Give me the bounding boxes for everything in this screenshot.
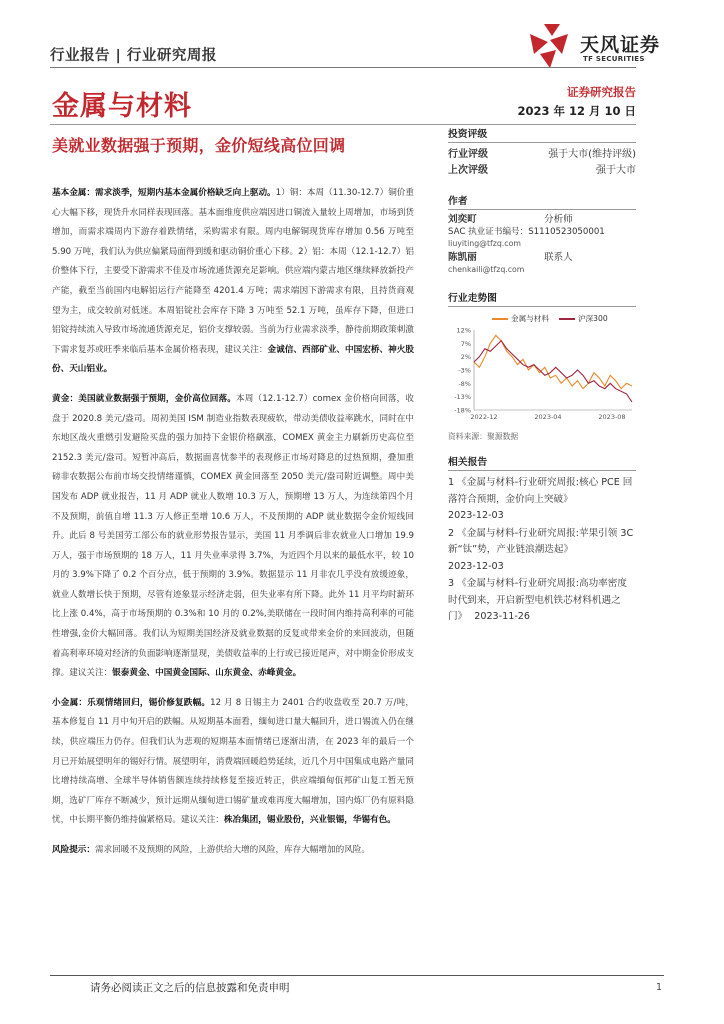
author-email[interactable]: chenkaili@tfzq.com	[448, 265, 525, 274]
page-number: 1	[656, 982, 663, 993]
y-tick-label: -8%	[458, 379, 471, 388]
industry-rating-label: 行业评级	[448, 149, 488, 160]
y-tick-label: -13%	[454, 393, 471, 402]
author-heading: 作者	[448, 193, 636, 210]
paragraph-gold	[52, 390, 414, 684]
related-date: 2023-11-26	[474, 611, 531, 622]
series-line	[474, 335, 632, 388]
main-body	[52, 184, 414, 871]
para-lead: 黄金：美国就业数据强于预期，金价高位回落。	[52, 393, 236, 404]
y-tick-label: 2%	[460, 353, 471, 362]
title-divider	[50, 124, 636, 125]
author-name: 陈凯丽	[448, 252, 477, 263]
para-text: 1）铜：本周（11.30-12.7）铜价重心大幅下移，现货升水同样表现回落。基本面维度供应端因进口铜流入量较上周增加，市场到货增加，而需求端周内下游存着跌情绪，采购需求有限。周内电解铜现货库存增加 0.56 万吨至 5.90 万吨，我们认为供应偏紧局面得到缓和驱动铜价重心下移。2）铝：本周（12.1-12.7）铝价整体下行，主要受下游需求不佳及市场流通货源充足影响。供应端内蒙古地区继续释放新投产产能，截至当前国内电解铝运行产能降至 4201.4 万吨；需求端因下游需求有限，且持货商观望为主，成交较前对低迷。本周铝锭社会库存下降 3 万吨至 52.1 万吨，虽库存下降，但进口铝锭持续流入导致市场流通货源充足，铝价支撑较弱。当前为行业需求淡季，静待前期政策刺激下需求复苏或旺季来临后基本金属价格表现，建议关注：	[52, 188, 414, 355]
paragraph-risk	[52, 841, 414, 861]
author-role: 联系人	[544, 252, 573, 263]
chart-source: 资料来源：聚源数据	[448, 432, 519, 441]
x-tick-label: 2023-08	[598, 413, 626, 421]
y-tick-label: 7%	[460, 339, 471, 348]
footer-divider	[50, 975, 664, 976]
legend-item	[559, 313, 608, 324]
related-report[interactable]	[448, 576, 636, 626]
chart-legend	[492, 313, 636, 324]
related-date: 2023-12-03	[448, 560, 504, 572]
author-email[interactable]: liuyiting@tfzq.com	[448, 239, 521, 248]
para-lead: 小金属：乐观情绪回归，锡价修复跌幅。	[52, 697, 211, 708]
related-report[interactable]	[448, 526, 636, 576]
related-title: 1 《金属与材料-行业研究周报:核心 PCE 回落符合预期，金价向上突破》	[448, 477, 633, 505]
paragraph-minor-metals	[52, 694, 414, 831]
related-date: 2023-12-03	[448, 510, 504, 521]
paragraph-base-metals	[52, 184, 414, 380]
para-text: 12 月 8 日锡主力 2401 合约收盘收至 20.7 万/吨，基本修复自 11 月中旬开启的跌幅。从短期基本面看，缅甸进口量大幅回升，进口锡流入仍在继续，供应端压力仍存。但我们认为悲观的短期基本面情绪已逐渐出清，在 2023 年的最后一个月已开始展望明年的锡好行情。展望明年，消费端回暖趋势延续，近几个月中国集成电路产量同比增持续高增、全球半导体销售额连续持续修复至接近转正，供应端缅甸佤邦矿山复工暂无预期，选矿厂库存不断减少，预计远期从缅甸进口锡矿量或难再度大幅增加，国内炼厂仍有原料隐忧，中长期平衡仍维持偏紧格局。建议关注：	[52, 697, 414, 826]
report-headline: 美就业数据强于预期，金价短线高位回调	[52, 136, 346, 155]
legend-label: 金属与材料	[511, 314, 549, 323]
para-lead: 基本金属：需求淡季，短期内基本金属价格缺乏向上驱动。	[52, 188, 276, 198]
para-tickers: 金诚信、西部矿业、中国宏桥、神火股份、天山铝业。	[52, 344, 414, 375]
author-2	[448, 252, 636, 276]
industry-rating-row	[448, 147, 636, 163]
page-title: 金属与材料	[52, 91, 192, 122]
para-tickers: 银泰黄金、中国黄金国际、山东黄金、赤峰黄金。	[112, 668, 302, 679]
rating-heading: 投资评级	[448, 126, 636, 143]
logo-name: 天风证券	[580, 34, 661, 56]
prev-rating-label: 上次评级	[448, 165, 488, 176]
para-text: 需求回暖不及预期的风险，上游供给大增的风险，库存大幅增加的风险。	[94, 845, 370, 855]
legend-label: 沪深300	[577, 314, 608, 323]
trend-heading: 行业走势图	[448, 290, 636, 307]
related-title: 3 《金属与材料-行业研究周报:高功率密度时代到来，开启新型电机铁芯材料机遇之门》	[448, 578, 627, 622]
report-category: 行业报告 | 行业研究周报	[50, 48, 217, 64]
prev-rating-value: 强于大市	[596, 165, 636, 176]
author-role: 分析师	[544, 214, 573, 225]
related-title: 2 《金属与材料-行业研究周报:苹果引领 3C 新“钛”势，产业链浪潮迭起》	[448, 527, 634, 555]
para-tickers: 株冶集团，锡业股份，兴业银锡，华锡有色。	[223, 815, 396, 826]
industry-rating-value: 强于大市(维持评级)	[548, 149, 636, 160]
y-tick-label: 12%	[456, 326, 471, 335]
related-heading: 相关报告	[448, 454, 636, 471]
para-lead: 风险提示：	[52, 845, 95, 855]
sidebar	[448, 126, 636, 627]
series-line	[474, 341, 632, 402]
x-tick-label: 2022-12	[470, 413, 498, 421]
author-sac: SAC 执业证书编号：S1110523050001	[448, 227, 605, 237]
related-report[interactable]	[448, 475, 636, 525]
trend-chart	[448, 326, 636, 426]
y-tick-label: -3%	[458, 366, 471, 375]
report-type: 证券研究报告	[567, 85, 636, 99]
footer-disclaimer: 请务必阅读正文之后的信息披露和免责申明	[90, 982, 290, 994]
author-1	[448, 214, 636, 250]
report-date: 2023 年 12 月 10 日	[517, 104, 636, 118]
logo-en: TF SECURITIES	[583, 55, 645, 63]
legend-item	[492, 313, 549, 324]
author-name: 刘奕町	[448, 214, 477, 225]
x-tick-label: 2023-04	[534, 413, 562, 421]
prev-rating-row	[448, 163, 636, 179]
para-text: 本周（12.1-12.7）comex 金价格向回落，收盘于 2020.8 美元/盎司。周初美国 ISM 制造业指数表现疲软，带动美债收益率跳水，同时在中东地区战火重燃引发避险买盘的强力加持下金银价格飙涨，COMEX 黄金主力刷新历史高位至 2152.3 美元/盎司。短暂冲高后，数据面喜忧参半的表现修正市场对降息的过热预期，叠加重磅非农数据公布前市场交投情绪谨慎，COMEX 黄金回落至 2050 美元/盎司附近调整。周中美国发布 ADP 就业报告，11 月 ADP 就业人数增 10.3 万人，预期增 13 万人，为连续第四个月不及预期，前值自增 11.3 万人修正至增 10.6 万人，不及预期的 ADP 就业数据令金价短线回升。此后 8 号美国劳工部公布的就业形势报告显示，美国 11 月季调后非农就业人口增加 19.9 万人，强于市场预期的 18 万人，11 月失业率录得 3.7%，为近四个月以来的最低水平，较 10 月的 3.9%下降了 0.2 个百分点，低于预期的 3.9%。数据显示 11 月非农几乎没有放缓迹象，就业人数增长快于预期，尽管有迹象显示经济走弱，但失业率有所下降。此外 11 月平均时薪环比上涨 0.4%，高于市场预期的 0.3%和 10 月的 0.2%,美联储在一段时间内维持高利率的可能性增强,金价大幅回落。我们认为短期美国经济及就业数据的反复或带来金价的来回波动，但随着高利率环境对经济的负面影响逐渐显现，美债收益率的上行或已接近尾声，对中期金价形成支撑。建议关注：	[52, 393, 414, 679]
y-tick-label: -18%	[454, 406, 471, 415]
